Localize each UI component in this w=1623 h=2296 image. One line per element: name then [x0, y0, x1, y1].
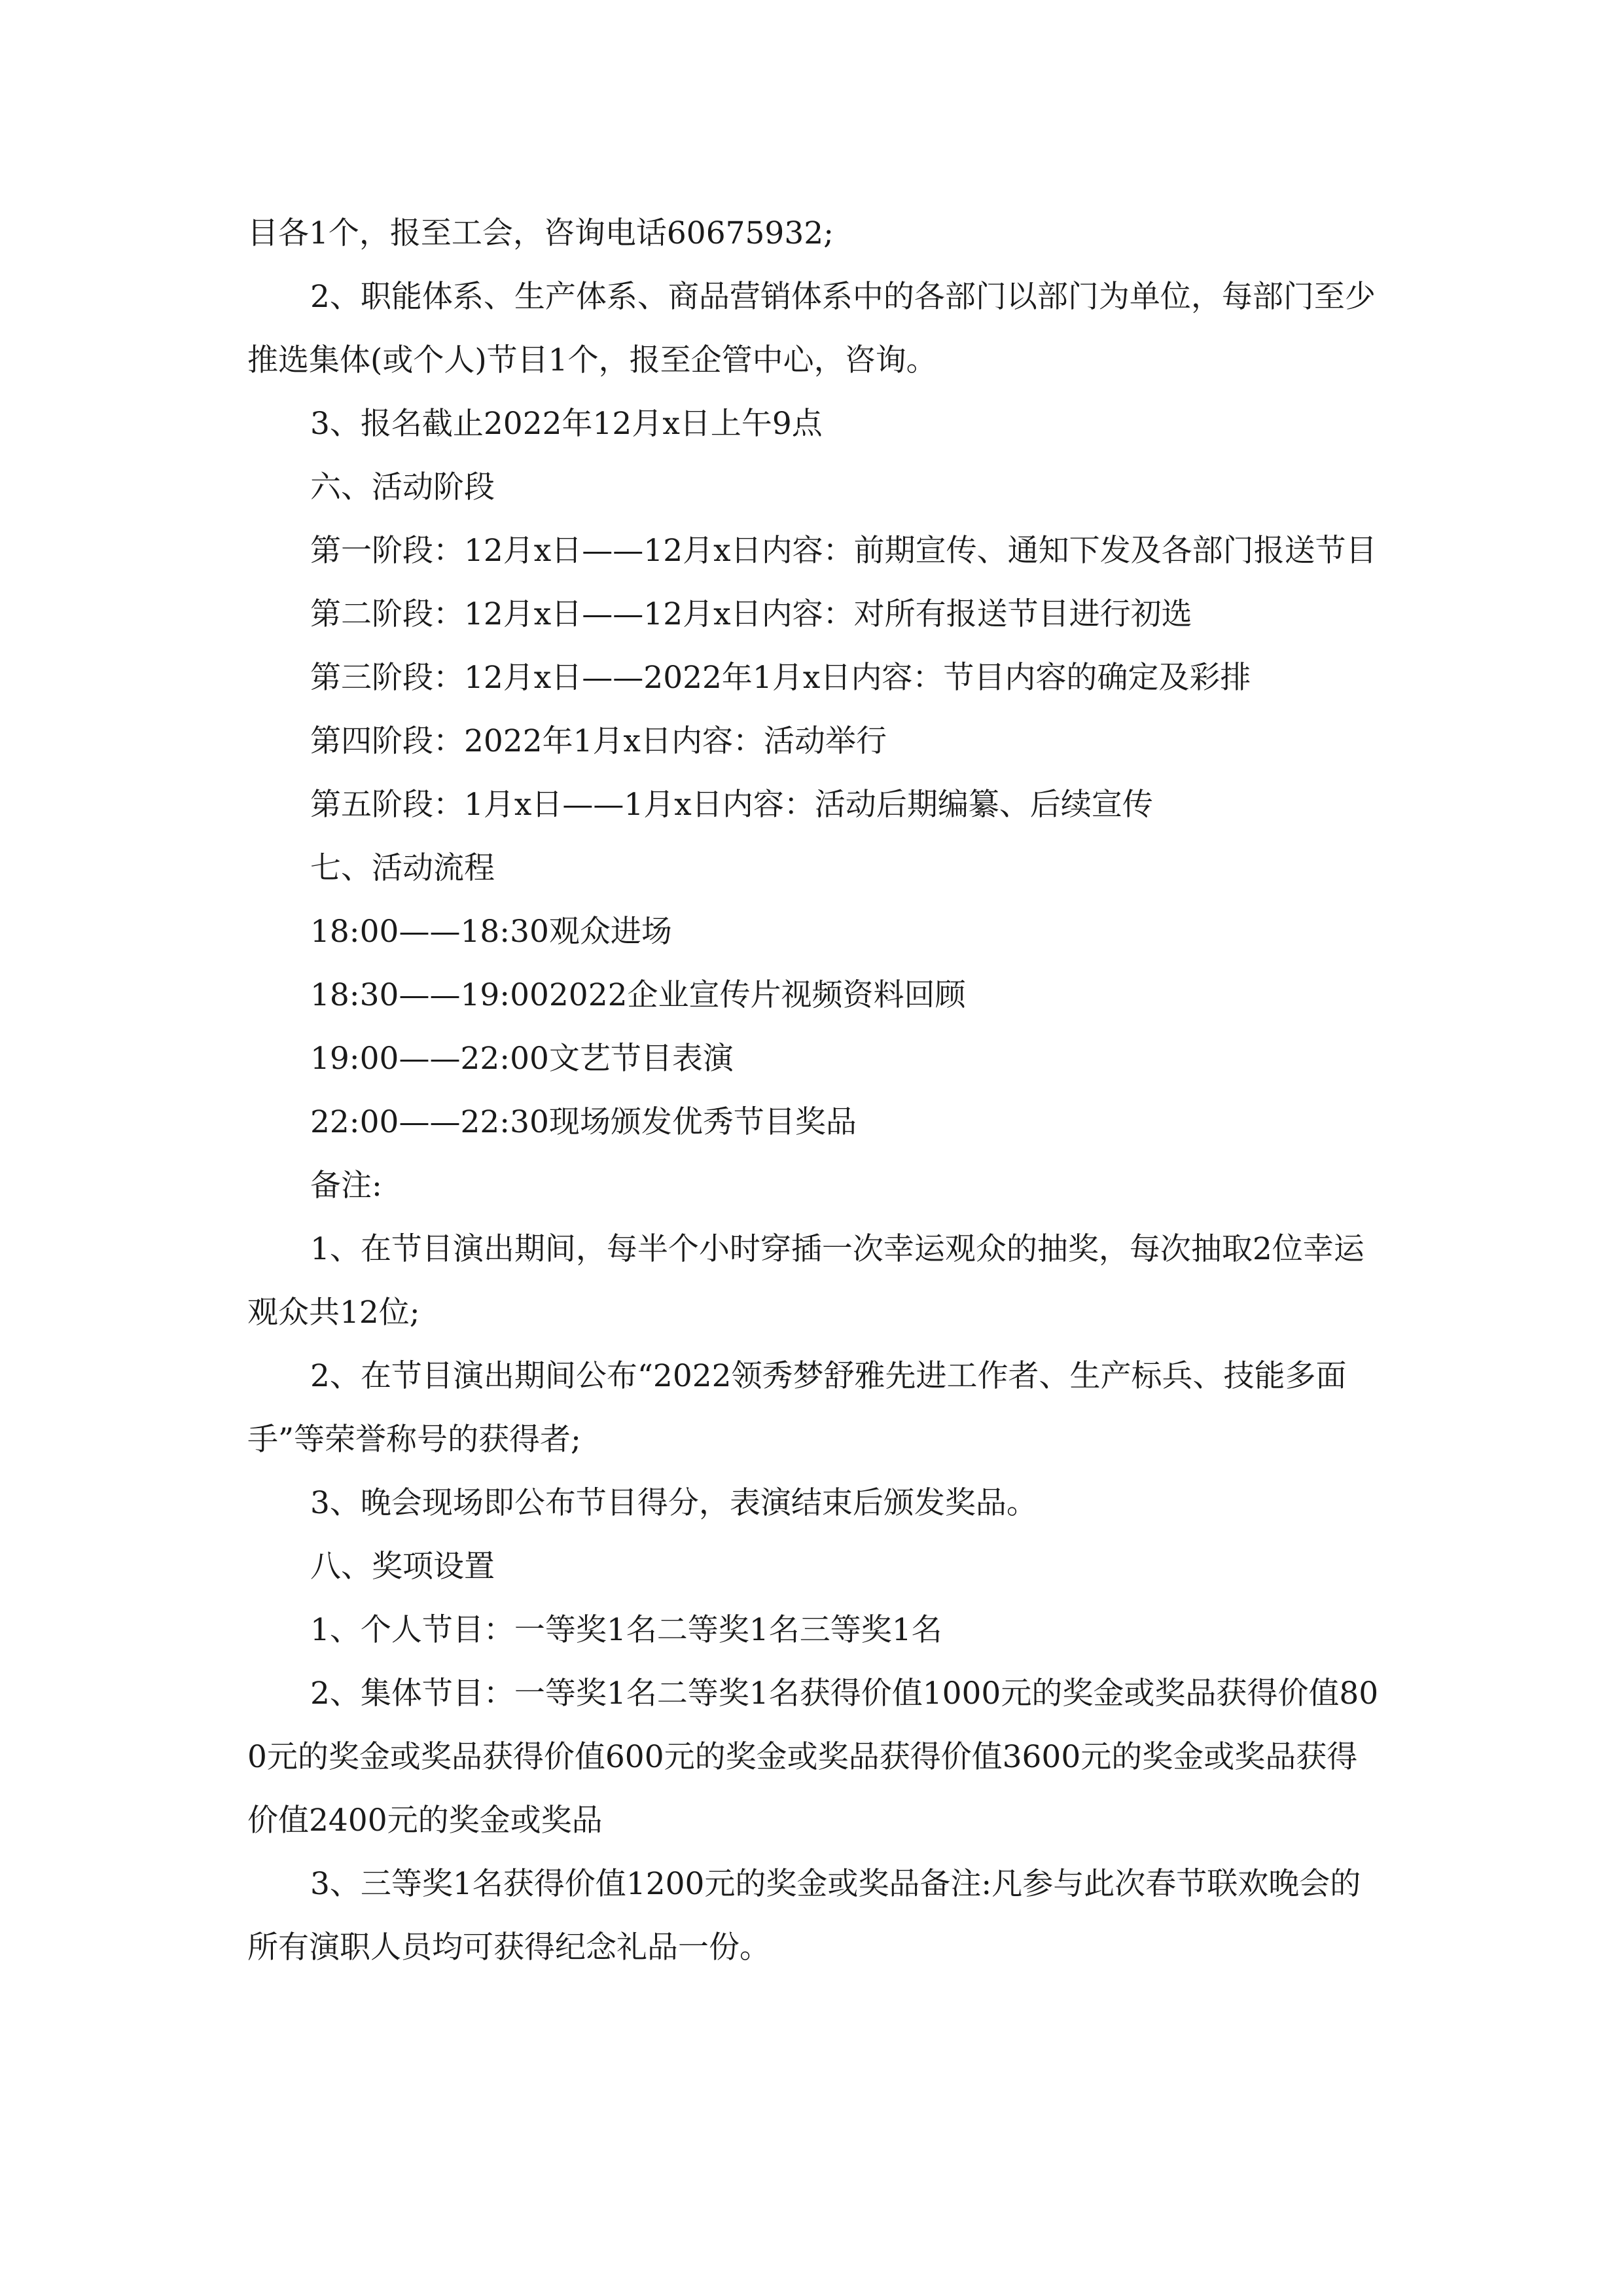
- awards-individual: 1、个人节目：一等奖1名二等奖1名三等奖1名: [310, 1612, 942, 1648]
- schedule-item-awards: 22:00——22:30现场颁发优秀节目奖品: [310, 1104, 857, 1140]
- paragraph-department-registration: 2、职能体系、生产体系、商品营销体系中的各部门以部门为单位，每部门至少推选集体(或个人)节目1个，报至企管中心，咨询。: [247, 279, 1376, 378]
- note-scores-announcement: 3、晚会现场即公布节目得分，表演结束后颁发奖品。: [310, 1485, 1037, 1521]
- awards-third-prize-note: 3、三等奖1名获得价值1200元的奖金或奖品备注:凡参与此次春节联欢晚会的所有演职人员均可获得纪念礼品一份。: [247, 1866, 1361, 1965]
- section-heading-activity-stages: 六、活动阶段: [310, 469, 495, 505]
- paragraph-stage-3: 第三阶段：12月x日——2022年1月x日内容：节目内容的确定及彩排: [310, 660, 1251, 696]
- paragraph-stage-5: 第五阶段：1月x日——1月x日内容：活动后期编纂、后续宣传: [310, 787, 1153, 823]
- note-lucky-draw: 1、在节目演出期间，每半个小时穿插一次幸运观众的抽奖，每次抽取2位幸运观众共12位;: [247, 1231, 1364, 1331]
- schedule-item-video-review: 18:30——19:002022企业宣传片视频资料回顾: [310, 977, 966, 1013]
- paragraph-registration-deadline: 3、报名截止2022年12月x日上午9点: [310, 406, 823, 442]
- document-body: [247, 202, 1380, 1979]
- paragraph-stage-1: 第一阶段：12月x日——12月x日内容：前期宣传、通知下发及各部门报送节目: [310, 533, 1377, 569]
- schedule-item-performances: 19:00——22:00文艺节目表演: [310, 1041, 734, 1077]
- paragraph-registration-tail: 目各1个，报至工会，咨询电话60675932;: [247, 215, 834, 251]
- section-heading-awards: 八、奖项设置: [310, 1549, 495, 1585]
- paragraph-stage-2: 第二阶段：12月x日——12月x日内容：对所有报送节目进行初选: [310, 596, 1192, 632]
- section-heading-activity-process: 七、活动流程: [310, 850, 495, 886]
- paragraph-stage-4: 第四阶段：2022年1月x日内容：活动举行: [310, 723, 887, 759]
- awards-group: 2、集体节目：一等奖1名二等奖1名获得价值1000元的奖金或奖品获得价值800元的奖金或奖品获得价值600元的奖金或奖品获得价值3600元的奖金或奖品获得价值2400元的奖金或奖品: [247, 1676, 1379, 1839]
- schedule-item-audience-entry: 18:00——18:30观众进场: [310, 914, 672, 950]
- notes-label: 备注:: [310, 1168, 382, 1204]
- note-honor-titles: 2、在节目演出期间公布“2022领秀梦舒雅先进工作者、生产标兵、技能多面手”等荣誉称号的获得者;: [247, 1358, 1347, 1458]
